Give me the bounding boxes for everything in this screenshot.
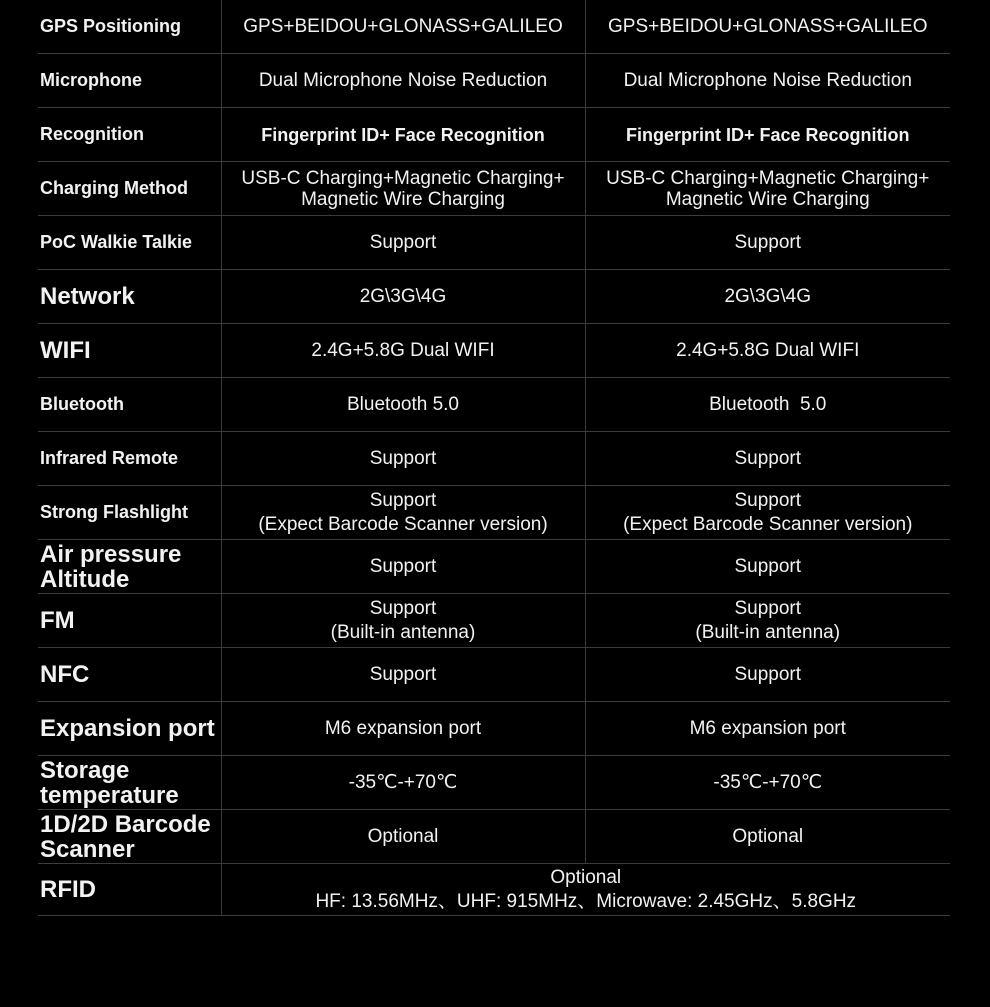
spec-value-b: Dual Microphone Noise Reduction — [585, 54, 950, 108]
spec-label: Expansion port — [38, 702, 221, 756]
spec-row-flashlight — [38, 486, 950, 540]
spec-row-expansion — [38, 702, 950, 756]
spec-value-a: Support — [221, 432, 585, 486]
spec-row-poc — [38, 216, 950, 270]
spec-value-a: 2G\3G\4G — [221, 270, 585, 324]
spec-label: PoC Walkie Talkie — [38, 216, 221, 270]
spec-value-merged: Optional HF: 13.56MHz、UHF: 915MHz、Microwave: 2.45GHz、5.8GHz — [221, 864, 950, 916]
spec-value-b: GPS+BEIDOU+GLONASS+GALILEO — [585, 0, 950, 54]
spec-value-a: Optional — [221, 810, 585, 864]
spec-table — [38, 0, 950, 916]
spec-row-fm — [38, 594, 950, 648]
spec-row-microphone — [38, 54, 950, 108]
spec-label: Strong Flashlight — [38, 486, 221, 540]
spec-value-a: USB-C Charging+Magnetic Charging+ Magnetic Wire Charging — [221, 162, 585, 216]
spec-value-a: Support — [221, 648, 585, 702]
spec-value-b: M6 expansion port — [585, 702, 950, 756]
spec-label: Air pressure Altitude — [38, 540, 221, 594]
spec-label: Storage temperature — [38, 756, 221, 810]
spec-value-a: Support (Expect Barcode Scanner version) — [221, 486, 585, 540]
spec-value-b: Support — [585, 540, 950, 594]
spec-value-a: Support — [221, 216, 585, 270]
spec-label: Network — [38, 270, 221, 324]
spec-row-air-pressure — [38, 540, 950, 594]
spec-row-rfid — [38, 864, 950, 916]
spec-value-a: GPS+BEIDOU+GLONASS+GALILEO — [221, 0, 585, 54]
spec-label: Charging Method — [38, 162, 221, 216]
spec-row-network — [38, 270, 950, 324]
spec-value-b: Optional — [585, 810, 950, 864]
spec-value-b: Fingerprint ID+ Face Recognition — [585, 108, 950, 162]
spec-row-infrared — [38, 432, 950, 486]
spec-label: Microphone — [38, 54, 221, 108]
spec-label: Recognition — [38, 108, 221, 162]
spec-row-barcode — [38, 810, 950, 864]
spec-value-a: Support — [221, 540, 585, 594]
spec-value-b: Bluetooth 5.0 — [585, 378, 950, 432]
spec-value-a: Fingerprint ID+ Face Recognition — [221, 108, 585, 162]
spec-value-b: 2.4G+5.8G Dual WIFI — [585, 324, 950, 378]
spec-value-b: Support — [585, 432, 950, 486]
spec-value-a: -35℃-+70℃ — [221, 756, 585, 810]
spec-value-a: 2.4G+5.8G Dual WIFI — [221, 324, 585, 378]
spec-value-b: -35℃-+70℃ — [585, 756, 950, 810]
spec-label: GPS Positioning — [38, 0, 221, 54]
spec-row-storage-temp — [38, 756, 950, 810]
spec-value-a: Support (Built-in antenna) — [221, 594, 585, 648]
spec-value-b: Support (Built-in antenna) — [585, 594, 950, 648]
spec-value-b: Support — [585, 648, 950, 702]
spec-label: Bluetooth — [38, 378, 221, 432]
spec-row-recognition — [38, 108, 950, 162]
spec-value-b: Support — [585, 216, 950, 270]
spec-value-b: USB-C Charging+Magnetic Charging+ Magnetic Wire Charging — [585, 162, 950, 216]
spec-label: FM — [38, 594, 221, 648]
spec-value-a: Dual Microphone Noise Reduction — [221, 54, 585, 108]
spec-label: NFC — [38, 648, 221, 702]
spec-label: Infrared Remote — [38, 432, 221, 486]
spec-row-bluetooth — [38, 378, 950, 432]
spec-value-b: 2G\3G\4G — [585, 270, 950, 324]
spec-row-nfc — [38, 648, 950, 702]
spec-label: WIFI — [38, 324, 221, 378]
spec-row-charging — [38, 162, 950, 216]
spec-row-wifi — [38, 324, 950, 378]
spec-value-b: Support (Expect Barcode Scanner version) — [585, 486, 950, 540]
spec-value-a: Bluetooth 5.0 — [221, 378, 585, 432]
spec-row-gps — [38, 0, 950, 54]
spec-value-a: M6 expansion port — [221, 702, 585, 756]
spec-label: 1D/2D Barcode Scanner — [38, 810, 221, 864]
spec-label: RFID — [38, 864, 221, 916]
